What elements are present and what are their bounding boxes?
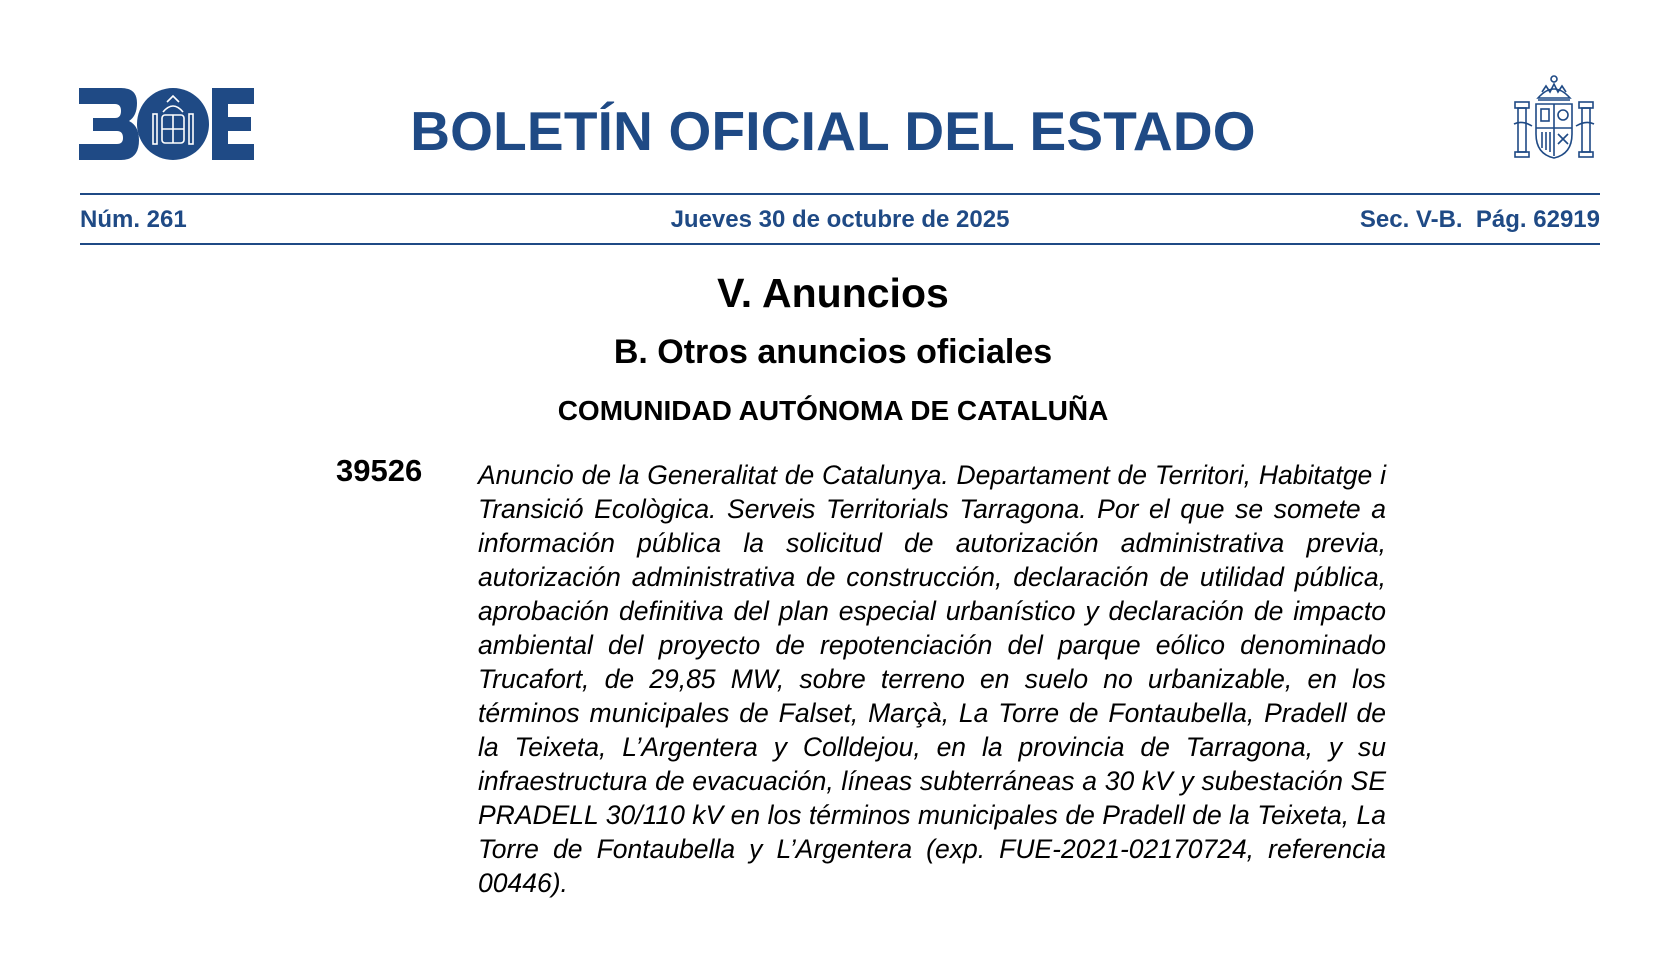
page-title: BOLETÍN OFICIAL DEL ESTADO — [410, 100, 1256, 162]
section-page: Sec. V-B. Pág. 62919 — [1359, 206, 1600, 233]
issue-date: Jueves 30 de octubre de 2025 — [670, 206, 1010, 233]
announcement-summary: Anuncio de la Generalitat de Catalunya. Departament de Territori, Habitatge i Transició Ecològica. Serveis Territorials Tarragona. Por el que se somete a información pública la solicitud de autorización administrativa previa, autorización administrativa de construcción, declaración de utilidad pública, aprobación definitiva del plan especial urbanístico y declaración de impacto ambiental del proyecto de repotenciación del parque eólico denominado Trucafort, de 29,85 MW, sobre terreno en suelo no urbanizable, en los términos municipales de Falset, Marçà, La Torre de Fontaubella, Pradell de la Teixeta, L’Argentera y Colldejou, en la provincia de Tarragona, y su infraestructura de evacuación, líneas subterráneas a 30 kV y subestación SE PRADELL 30/110 kV en los términos municipales de Pradell de la Teixeta, La Torre de Fontaubella y L’Argentera (exp. FUE-2021-02170724, referencia 00446). — [478, 460, 1386, 898]
authority-heading: COMUNIDAD AUTÓNOMA DE CATALUÑA — [557, 395, 1109, 426]
spain-coat-of-arms-icon — [1512, 72, 1596, 162]
section-heading: V. Anuncios — [717, 270, 949, 316]
subsection-heading: B. Otros anuncios oficiales — [613, 333, 1053, 371]
masthead — [0, 0, 1666, 180]
header-rule-top — [80, 193, 1600, 195]
announcement-number: 39526 — [336, 453, 423, 488]
issue-number: Núm. 261 — [80, 206, 187, 233]
header-rule-bottom — [80, 243, 1600, 245]
issue-info-row — [80, 205, 1600, 235]
